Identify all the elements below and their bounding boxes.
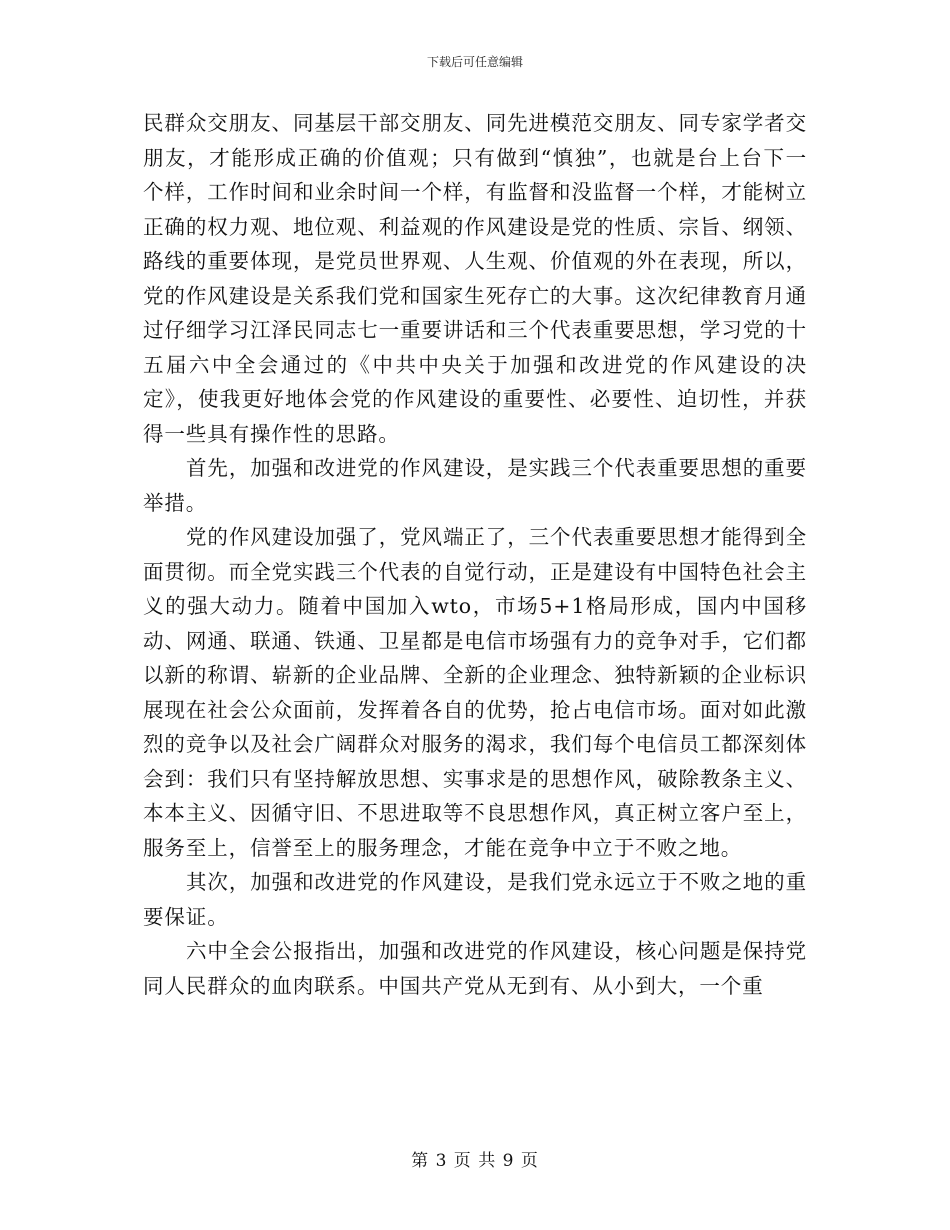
paragraph-first-point: 首先，加强和改进党的作风建设，是实践三个代表重要思想的重要举措。 [143,456,807,515]
paragraph-continuation: 民群众交朋友、同基层干部交朋友、同先进模范交朋友、同专家学者交朋友，才能形成正确的价值观；只有做到“慎独”，也就是台上台下一个样，工作时间和业余时间一个样，有监督和没监督一个样，才能树立正确的权力观、地位观、利益观的作风建设是党的性质、宗旨、纲领、路线的重要体现，是党员世界观、人生观、价值观的外在表现，所以，党的作风建设是关系我们党和国家生死存亡的大事。这次纪律教育月通过仔细学习江泽民同志七一重要讲话和三个代表重要思想，学习党的十五届六中全会通过的《中共中央关于加强和改进党的作风建设的决定》，使我更好地体会党的作风建设的重要性、必要性、迫切性，并获得一些具有操作性的思路。 [143,111,807,446]
page-header-note: 下载后可任意编辑 [426,55,523,69]
document-body [143,106,807,1003]
paragraph-second-point: 其次，加强和改进党的作风建设，是我们党永远立于不败之地的重要保证。 [143,870,807,929]
paragraph-first-point-detail: 党的作风建设加强了，党风端正了，三个代表重要思想才能得到全面贯彻。而全党实践三个代表的自觉行动，正是建设有中国特色社会主义的强大动力。随着中国加入wto，市场5+1格局形成，国内中国移动、网通、联通、铁通、卫星都是电信市场强有力的竞争对手，它们都以新的称谓、崭新的企业品牌、全新的企业理念、独特新颖的企业标识展现在社会公众面前，发挥着各自的优势，抢占电信市场。面对如此激烈的竞争以及社会广阔群众对服务的渴求，我们每个电信员工都深刻体会到：我们只有坚持解放思想、实事求是的思想作风，破除教条主义、本本主义、因循守旧、不思进取等不良思想作风，真正树立客户至上，服务至上，信誉至上的服务理念，才能在竞争中立于不败之地。 [143,525,807,860]
paragraph-second-point-detail: 六中全会公报指出，加强和改进党的作风建设，核心问题是保持党同人民群众的血肉联系。中国共产党从无到有、从小到大，一个重 [143,939,807,998]
page-number: 第 3 页 共 9 页 [411,1151,539,1171]
